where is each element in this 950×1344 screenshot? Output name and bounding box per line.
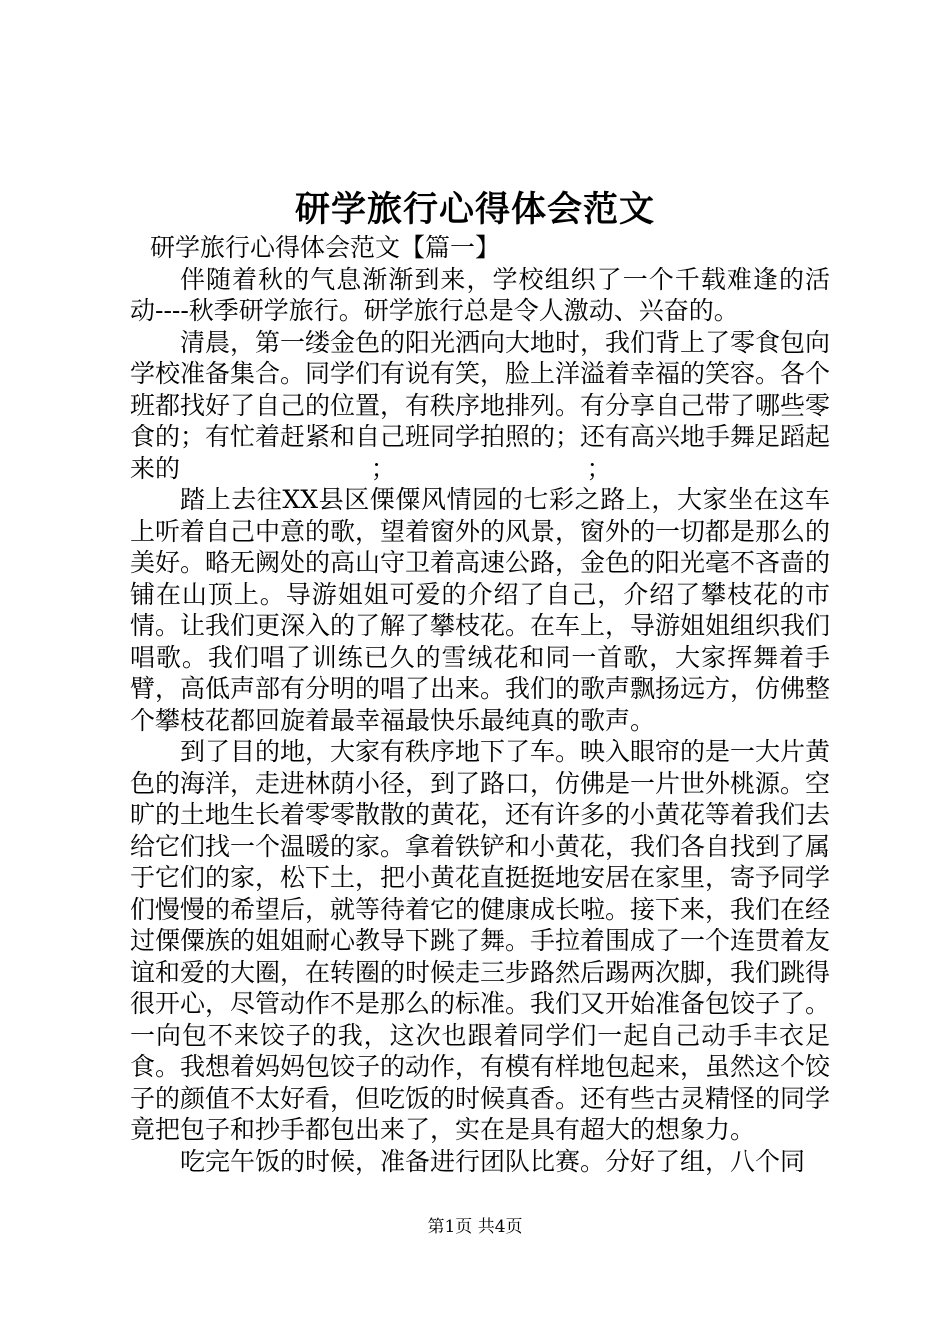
paragraph-destination: 到了目的地，大家有秩序地下了车。映入眼帘的是一大片黄色的海洋，走进林荫小径，到了路口，仿佛是一片世外桃源。空旷的土地生长着零零散散的黄花，还有许多的小黄花等着我们去给它们找一个温暖的家。拿着铁铲和小黄花，我们各自找到了属于它们的家，松下土，把小黄花直挺挺地安居在家里，寄予同学们慢慢的希望后，就等待着它的健康成长啦。接下来，我们在经过傈僳族的姐姐耐心教导下跳了舞。手拉着围成了一个连贯着友谊和爱的大圈，在转圈的时候走三步路然后踢两次脚，我们跳得很开心，尽管动作不是那么的标准。我们又开始准备包饺子了。一向包不来饺子的我，这次也跟着同学们一起自己动手丰衣足食。我想着妈妈包饺子的动作，有模有样地包起来，虽然这个饺子的颜值不太好看，但吃饭的时候真香。还有些古灵精怪的同学竟把包子和抄手都包出来了，实在是具有超大的想象力。: [130, 737, 831, 1144]
section-heading: 研学旅行心得体会范文【篇一】: [150, 233, 501, 262]
page-number-footer: 第1页 共4页: [427, 1217, 523, 1237]
document-body: [130, 232, 830, 1177]
paragraph-intro: 伴随着秋的气息渐渐到来，学校组织了一个千载难逢的活动----秋季研学旅行。研学旅行总是令人激动、兴奋的。: [130, 264, 830, 325]
paragraph-lunch: 吃完午饭的时候，准备进行团队比赛。分好了组，八个同: [180, 1146, 806, 1176]
document-title: 研学旅行心得体会范文: [294, 189, 655, 230]
paragraph-journey: 踏上去往XX县区傈僳风情园的七彩之路上，大家坐在这车上听着自己中意的歌，望着窗外的风景，窗外的一切都是那么的美好。略无阙处的高山守卫着高速公路，金色的阳光毫不吝啬的铺在山顶上。导游姐姐可爱的介绍了自己，介绍了攀枝花的市情。让我们更深入的了解了攀枝花。在车上，导游姐姐组织我们唱歌。我们唱了训练已久的雪绒花和同一首歌，大家挥舞着手臂，高低声部有分明的唱了出来。我们的歌声飘扬远方，仿佛整个攀枝花都回旋着最幸福最快乐最纯真的歌声。: [130, 485, 831, 735]
paragraph-morning: 清晨，第一缕金色的阳光洒向大地时，我们背上了零食包向学校准备集合。同学们有说有笑，脸上洋溢着幸福的笑容。各个班都找好了自己的位置，有秩序地排列。有分享自己带了哪些零食的；有忙着赶紧和自己班同学拍照的；还有高兴地手舞足蹈起来的 ； ；: [130, 327, 831, 483]
